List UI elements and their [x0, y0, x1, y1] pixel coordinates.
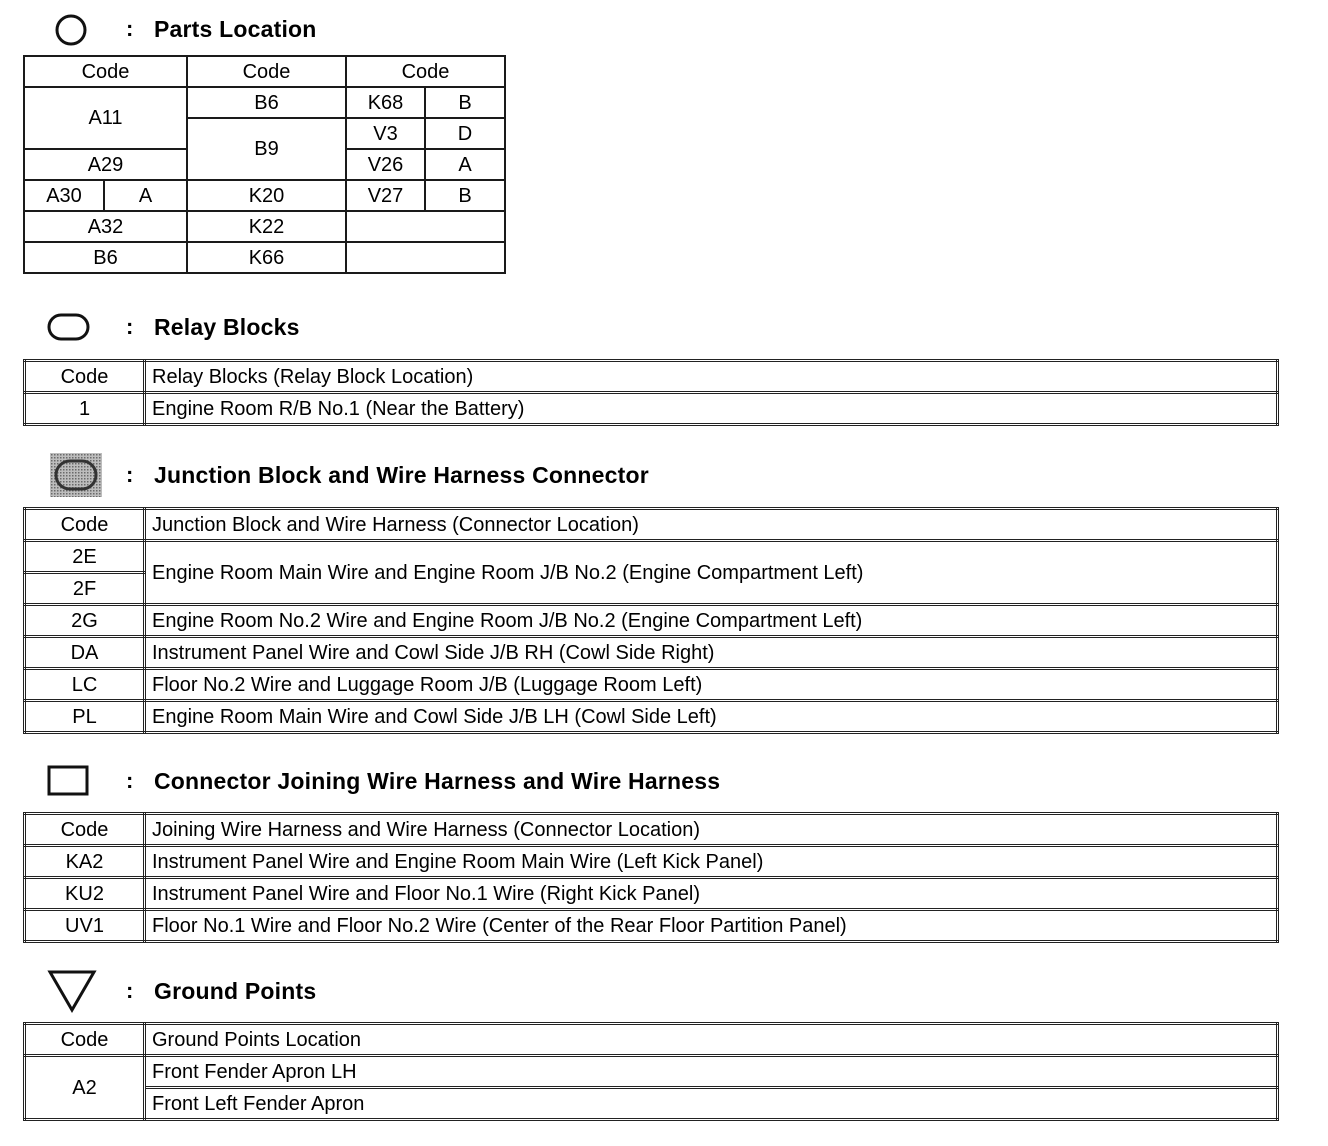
- parts-code-b9: B9: [187, 118, 346, 180]
- connector-desc: Instrument Panel Wire and Engine Room Main Wire (Left Kick Panel): [145, 846, 1278, 878]
- parts-suffix-v27: B: [425, 180, 505, 211]
- parts-code-v27: V27: [346, 180, 425, 211]
- parts-suffix-k68: B: [425, 87, 505, 118]
- connector-code: KU2: [25, 878, 145, 910]
- parts-empty-cell: [346, 211, 505, 242]
- table-row: [25, 1056, 1278, 1088]
- parts-code-v26: V26: [346, 149, 425, 180]
- parts-code-k22: K22: [187, 211, 346, 242]
- parts-suffix-a30: A: [104, 180, 187, 211]
- connector-code: UV1: [25, 910, 145, 942]
- junction-header-code: Code: [25, 509, 145, 541]
- junction-desc: Instrument Panel Wire and Cowl Side J/B RH (Cowl Side Right): [145, 637, 1278, 669]
- ground-points-colon: :: [126, 978, 134, 1003]
- junction-merged-desc: Engine Room Main Wire and Engine Room J/B No.2 (Engine Compartment Left): [145, 541, 1278, 605]
- junction-block-heading: [0, 453, 1328, 493]
- ground-points-table: [23, 1022, 1279, 1121]
- ground-points-title: Ground Points: [154, 978, 317, 1004]
- junction-block-title: Junction Block and Wire Harness Connector: [154, 462, 649, 488]
- table-row: [25, 846, 1278, 878]
- parts-code-b6-col1: B6: [24, 242, 187, 273]
- relay-code: 1: [25, 393, 145, 425]
- parts-code-k20: K20: [187, 180, 346, 211]
- junction-desc: Engine Room No.2 Wire and Engine Room J/B No.2 (Engine Compartment Left): [145, 605, 1278, 637]
- relay-blocks-table: [23, 359, 1279, 426]
- ground-desc: Front Left Fender Apron: [145, 1088, 1278, 1120]
- junction-desc: Floor No.2 Wire and Luggage Room J/B (Luggage Room Left): [145, 669, 1278, 701]
- parts-suffix-v3: D: [425, 118, 505, 149]
- junction-code: PL: [25, 701, 145, 733]
- connector-joining-title: Connector Joining Wire Harness and Wire Harness: [154, 768, 721, 794]
- square-icon: [46, 763, 92, 799]
- connector-header-desc: Joining Wire Harness and Wire Harness (Connector Location): [145, 814, 1278, 846]
- relay-blocks-title: Relay Blocks: [154, 314, 300, 340]
- junction-code: DA: [25, 637, 145, 669]
- table-row: [25, 637, 1278, 669]
- ground-points-heading: [0, 966, 1328, 1006]
- circle-icon: [52, 13, 90, 47]
- relay-header-code: Code: [25, 361, 145, 393]
- ground-header-desc: Ground Points Location: [145, 1024, 1278, 1056]
- ground-desc: Front Fender Apron LH: [145, 1056, 1278, 1088]
- table-row: [25, 605, 1278, 637]
- rounded-rect-icon: [46, 311, 92, 343]
- connector-desc: Instrument Panel Wire and Floor No.1 Wire (Right Kick Panel): [145, 878, 1278, 910]
- table-row: [25, 393, 1278, 425]
- parts-code-b6-col2: B6: [187, 87, 346, 118]
- table-row: [25, 541, 1278, 573]
- ground-code-a2: A2: [25, 1056, 145, 1120]
- parts-code-a29: A29: [24, 149, 187, 180]
- junction-block-colon: :: [126, 462, 134, 487]
- parts-empty-cell: [346, 242, 505, 273]
- parts-location-heading: [0, 10, 1328, 50]
- connector-joining-table: [23, 812, 1279, 943]
- shaded-rounded-rect-icon: [48, 451, 104, 499]
- relay-desc: Engine Room R/B No.1 (Near the Battery): [145, 393, 1278, 425]
- junction-block-table: [23, 507, 1279, 734]
- connector-joining-heading: [0, 760, 1328, 800]
- junction-desc: Engine Room Main Wire and Cowl Side J/B LH (Cowl Side Left): [145, 701, 1278, 733]
- ground-header-code: Code: [25, 1024, 145, 1056]
- parts-code-k66: K66: [187, 242, 346, 273]
- table-row: [25, 1088, 1278, 1120]
- parts-header-code-3: Code: [346, 56, 505, 87]
- connector-code: KA2: [25, 846, 145, 878]
- parts-code-a30: A30: [24, 180, 104, 211]
- connector-header-code: Code: [25, 814, 145, 846]
- connector-desc: Floor No.1 Wire and Floor No.2 Wire (Center of the Rear Floor Partition Panel): [145, 910, 1278, 942]
- junction-code: 2G: [25, 605, 145, 637]
- parts-header-code-2: Code: [187, 56, 346, 87]
- parts-location-table: [23, 55, 506, 274]
- table-row: [25, 878, 1278, 910]
- table-row: [25, 669, 1278, 701]
- parts-suffix-v26: A: [425, 149, 505, 180]
- junction-code-2f: 2F: [25, 573, 145, 605]
- parts-code-a11: A11: [24, 87, 187, 149]
- parts-code-k68: K68: [346, 87, 425, 118]
- junction-code: LC: [25, 669, 145, 701]
- parts-location-title: Parts Location: [154, 16, 317, 42]
- junction-code-2e: 2E: [25, 541, 145, 573]
- junction-header-desc: Junction Block and Wire Harness (Connector Location): [145, 509, 1278, 541]
- connector-joining-colon: :: [126, 768, 134, 793]
- table-row: [25, 701, 1278, 733]
- parts-code-v3: V3: [346, 118, 425, 149]
- relay-header-desc: Relay Blocks (Relay Block Location): [145, 361, 1278, 393]
- parts-location-colon: :: [126, 16, 134, 41]
- parts-header-code-1: Code: [24, 56, 187, 87]
- relay-blocks-heading: [0, 307, 1328, 347]
- parts-code-a32: A32: [24, 211, 187, 242]
- table-row: [25, 910, 1278, 942]
- down-triangle-icon: [46, 968, 98, 1014]
- relay-blocks-colon: :: [126, 314, 134, 339]
